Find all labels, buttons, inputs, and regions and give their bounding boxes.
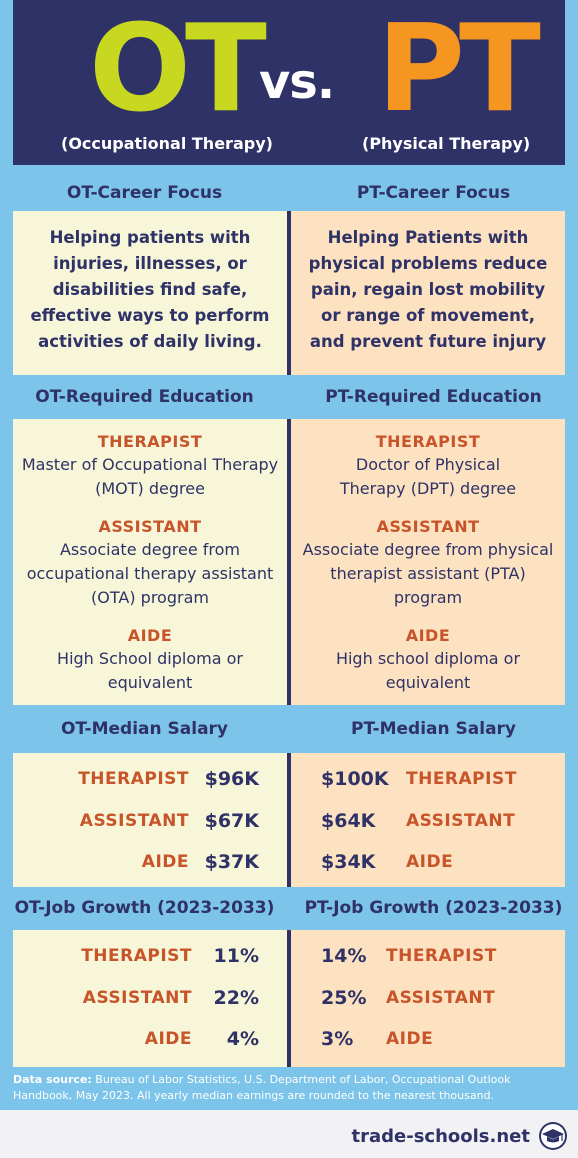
edu-desc: Doctor of Physical Therapy (DPT) degree <box>339 455 517 498</box>
pt-edu-therapist <box>291 431 565 501</box>
pt-salary-therapist <box>291 759 565 799</box>
salary-value: $34K <box>321 851 376 873</box>
graduation-cap-icon <box>538 1121 568 1151</box>
growth-role: AIDE <box>386 1029 434 1049</box>
ot-education-title: OT-Required Education <box>35 387 254 407</box>
data-source-body: Bureau of Labor Statistics, U.S. Department of Labor, Occupational Outlook Handbook, May 2023. All yearly median earnings are rounded to the nearest thousand. <box>13 1073 511 1102</box>
pt-growth-panel <box>291 930 565 1067</box>
ot-salary-title: OT-Median Salary <box>60 719 229 739</box>
ot-heading: OT <box>89 0 261 139</box>
pt-salary-panel <box>291 753 565 887</box>
salary-value: $100K <box>321 768 389 790</box>
pt-heading: PT <box>377 0 535 139</box>
ot-growth-assistant <box>13 978 287 1018</box>
versus-label: vs. <box>259 54 335 110</box>
education-panel-row <box>0 419 578 705</box>
growth-panel-row <box>0 930 578 1067</box>
growth-role: ASSISTANT <box>82 988 192 1008</box>
ot-focus-title: OT-Career Focus <box>66 183 223 203</box>
pt-subtitle: (Physical Therapy) <box>362 134 531 153</box>
growth-role: THERAPIST <box>386 946 497 966</box>
edu-role: AIDE <box>405 626 451 645</box>
focus-panel-row <box>0 211 578 375</box>
ot-focus-text: Helping patients with injuries, illnesses, or disabilities find safe, effective ways to perform activities of daily living. <box>30 228 270 351</box>
data-source-text <box>13 1072 565 1104</box>
salary-panel-row <box>0 753 578 887</box>
pt-growth-therapist <box>291 936 565 976</box>
ot-edu-aide <box>13 625 287 695</box>
ot-salary-aide <box>13 842 287 882</box>
growth-value: 4% <box>226 1028 259 1050</box>
growth-role: AIDE <box>144 1029 192 1049</box>
growth-value: 11% <box>213 945 259 967</box>
salary-value: $96K <box>204 768 259 790</box>
edu-role: ASSISTANT <box>376 517 480 536</box>
pt-growth-title: PT-Job Growth (2023-2033) <box>304 898 563 918</box>
salary-value: $67K <box>204 810 259 832</box>
salary-role: AIDE <box>406 852 454 872</box>
pt-focus-text: Helping Patients with physical problems reduce pain, regain lost mobility or range of movement, and prevent future injury <box>308 228 548 351</box>
pt-growth-aide <box>291 1019 565 1059</box>
growth-role: THERAPIST <box>81 946 192 966</box>
growth-value: 14% <box>321 945 367 967</box>
growth-role: ASSISTANT <box>386 988 496 1008</box>
ot-subtitle: (Occupational Therapy) <box>61 134 273 153</box>
pt-focus-panel <box>291 211 565 375</box>
salary-title-band <box>0 705 578 753</box>
salary-role: AIDE <box>141 852 189 872</box>
ot-education-panel <box>13 419 287 705</box>
edu-role: ASSISTANT <box>98 517 202 536</box>
edu-desc: Master of Occupational Therapy (MOT) degree <box>21 455 279 498</box>
edu-desc: Associate degree from occupational therapy assistant (OTA) program <box>26 540 274 607</box>
ot-growth-therapist <box>13 936 287 976</box>
edu-desc: High School diploma or equivalent <box>57 649 243 692</box>
focus-title-band <box>0 173 578 211</box>
header <box>0 0 578 173</box>
header-banner <box>13 0 565 165</box>
ot-salary-assistant <box>13 801 287 841</box>
edu-role: THERAPIST <box>375 432 481 451</box>
edu-desc: High school diploma or equivalent <box>335 649 521 692</box>
ot-edu-assistant <box>13 516 287 610</box>
salary-role: THERAPIST <box>406 769 517 789</box>
pt-growth-assistant <box>291 978 565 1018</box>
growth-value: 22% <box>213 987 259 1009</box>
pt-salary-assistant <box>291 801 565 841</box>
edu-role: THERAPIST <box>97 432 203 451</box>
salary-role: ASSISTANT <box>406 811 516 831</box>
pt-education-panel <box>291 419 565 705</box>
data-source-band <box>0 1067 578 1110</box>
ot-salary-therapist <box>13 759 287 799</box>
brand-link[interactable]: trade-schools.net <box>351 1126 530 1147</box>
salary-value: $37K <box>204 851 259 873</box>
ot-growth-aide <box>13 1019 287 1059</box>
pt-edu-assistant <box>291 516 565 610</box>
pt-education-title: PT-Required Education <box>325 387 542 407</box>
pt-edu-aide <box>291 625 565 695</box>
growth-value: 3% <box>321 1028 354 1050</box>
salary-role: THERAPIST <box>78 769 189 789</box>
pt-salary-aide <box>291 842 565 882</box>
education-title-band <box>0 375 578 419</box>
ot-edu-therapist <box>13 431 287 501</box>
salary-value: $64K <box>321 810 376 832</box>
ot-growth-panel <box>13 930 287 1067</box>
salary-role: ASSISTANT <box>79 811 189 831</box>
data-source-label: Data source: <box>13 1073 92 1086</box>
ot-salary-panel <box>13 753 287 887</box>
growth-title-band <box>0 887 578 930</box>
edu-role: AIDE <box>127 626 173 645</box>
growth-value: 25% <box>321 987 367 1009</box>
edu-desc: Associate degree from physical therapist assistant (PTA) program <box>302 540 554 607</box>
pt-focus-title: PT-Career Focus <box>356 183 511 203</box>
ot-growth-title: OT-Job Growth (2023-2033) <box>14 898 275 918</box>
ot-focus-panel <box>13 211 287 375</box>
pt-salary-title: PT-Median Salary <box>350 719 517 739</box>
